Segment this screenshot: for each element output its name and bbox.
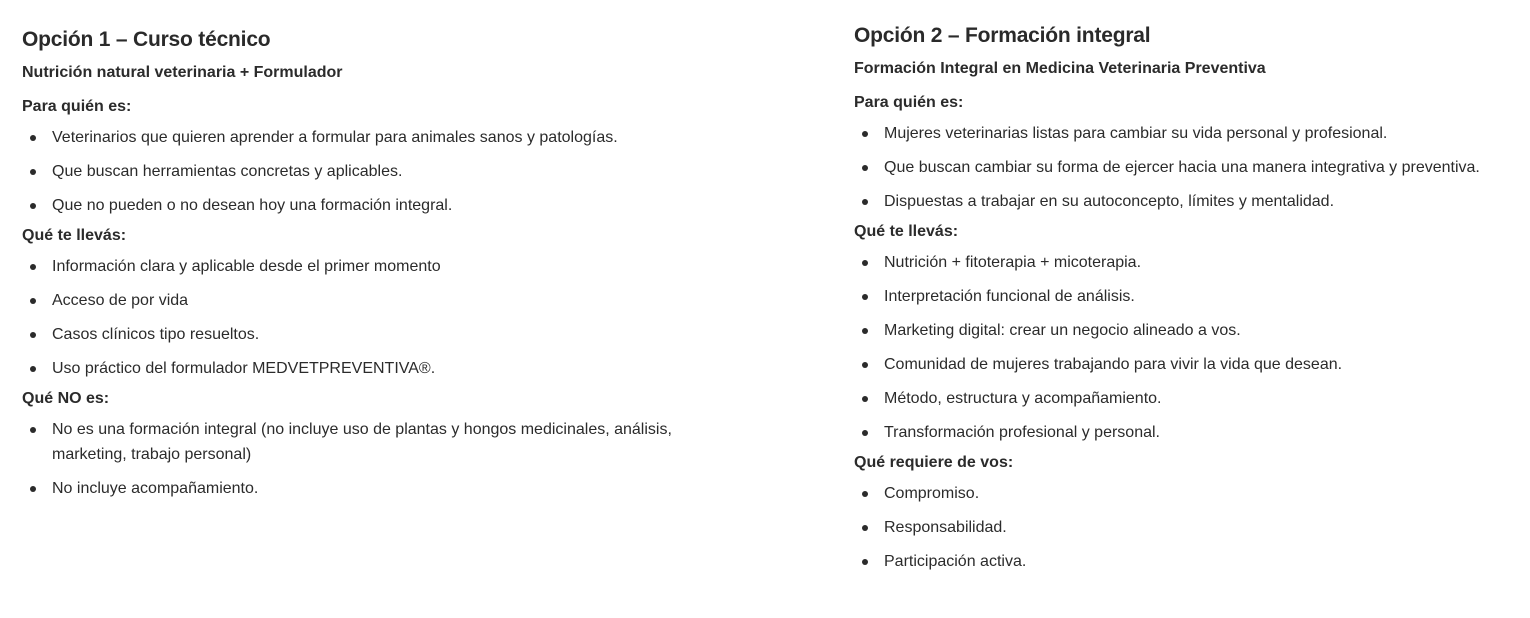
list-item bbox=[22, 322, 782, 347]
option-1-section-heading: Para quién es: bbox=[22, 98, 132, 115]
list-item bbox=[22, 356, 782, 381]
list-item-text: Mujeres veterinarias listas para cambiar su vida personal y profesional. bbox=[884, 125, 1388, 142]
list-item-text: Uso práctico del formulador MEDVETPREVENTIVA®. bbox=[52, 360, 436, 377]
list-item bbox=[854, 318, 1526, 343]
list-item-text: Dispuestas a trabajar en su autoconcepto, límites y mentalidad. bbox=[884, 193, 1335, 210]
bullet-icon bbox=[862, 362, 868, 368]
bullet-icon bbox=[862, 165, 868, 171]
list-item bbox=[22, 125, 782, 150]
option-2-list bbox=[854, 121, 1526, 214]
bullet-icon bbox=[30, 298, 36, 304]
bullet-icon bbox=[862, 260, 868, 266]
option-1-section-heading: Qué te llevás: bbox=[22, 227, 127, 244]
list-item-text: Transformación profesional y personal. bbox=[884, 424, 1160, 441]
list-item bbox=[22, 476, 782, 501]
list-item bbox=[854, 352, 1526, 377]
list-item bbox=[854, 121, 1526, 146]
list-item bbox=[22, 193, 782, 218]
list-item-text: Participación activa. bbox=[884, 553, 1027, 570]
option-2-list bbox=[854, 481, 1526, 574]
list-item-text: Compromiso. bbox=[884, 485, 980, 502]
bullet-icon bbox=[862, 199, 868, 205]
list-item bbox=[22, 417, 722, 467]
bullet-icon bbox=[30, 264, 36, 270]
list-item-text: Que no pueden o no desean hoy una formación integral. bbox=[52, 197, 453, 214]
list-item-text: Marketing digital: crear un negocio alineado a vos. bbox=[884, 322, 1241, 339]
bullet-icon bbox=[862, 430, 868, 436]
option-1-column bbox=[22, 0, 782, 501]
option-2-title: Opción 2 – Formación integral bbox=[854, 24, 1151, 47]
bullet-icon bbox=[862, 491, 868, 497]
list-item-text: No es una formación integral (no incluye uso de plantas y hongos medicinales, análisis, marketing, trabajo personal) bbox=[52, 421, 672, 463]
list-item-text: Información clara y aplicable desde el primer momento bbox=[52, 258, 441, 275]
bullet-icon bbox=[30, 169, 36, 175]
bullet-icon bbox=[30, 486, 36, 492]
list-item bbox=[22, 159, 782, 184]
bullet-icon bbox=[862, 328, 868, 334]
option-2-section-heading: Qué requiere de vos: bbox=[854, 454, 1014, 471]
option-2-subtitle: Formación Integral en Medicina Veterinaria Preventiva bbox=[854, 60, 1266, 77]
option-1-title: Opción 1 – Curso técnico bbox=[22, 28, 271, 51]
option-1-section-heading: Qué NO es: bbox=[22, 390, 110, 407]
bullet-icon bbox=[30, 332, 36, 338]
list-item-text: Método, estructura y acompañamiento. bbox=[884, 390, 1162, 407]
list-item-text: Acceso de por vida bbox=[52, 292, 189, 309]
list-item-text: No incluye acompañamiento. bbox=[52, 480, 259, 497]
list-item bbox=[854, 549, 1526, 574]
bullet-icon bbox=[862, 294, 868, 300]
option-1-list bbox=[22, 254, 782, 381]
bullet-icon bbox=[30, 366, 36, 372]
bullet-icon bbox=[30, 203, 36, 209]
list-item bbox=[854, 250, 1526, 275]
bullet-icon bbox=[862, 131, 868, 137]
list-item bbox=[854, 284, 1526, 309]
list-item bbox=[854, 189, 1526, 214]
option-2-section-heading: Qué te llevás: bbox=[854, 223, 959, 240]
option-1-list bbox=[22, 125, 782, 218]
bullet-icon bbox=[862, 559, 868, 565]
option-2-column bbox=[854, 0, 1526, 574]
option-2-list bbox=[854, 250, 1526, 445]
list-item bbox=[854, 420, 1526, 445]
list-item-text: Responsabilidad. bbox=[884, 519, 1007, 536]
list-item-text: Nutrición + fitoterapia + micoterapia. bbox=[884, 254, 1142, 271]
list-item-text: Comunidad de mujeres trabajando para vivir la vida que desean. bbox=[884, 356, 1343, 373]
list-item bbox=[22, 254, 782, 279]
list-item-text: Que buscan cambiar su forma de ejercer hacia una manera integrativa y preventiva. bbox=[884, 159, 1480, 176]
list-item bbox=[22, 288, 782, 313]
list-item-text: Que buscan herramientas concretas y aplicables. bbox=[52, 163, 403, 180]
bullet-icon bbox=[862, 396, 868, 402]
list-item-text: Veterinarios que quieren aprender a formular para animales sanos y patologías. bbox=[52, 129, 618, 146]
list-item bbox=[854, 155, 1526, 180]
list-item bbox=[854, 386, 1526, 411]
list-item bbox=[854, 515, 1526, 540]
option-2-section-heading: Para quién es: bbox=[854, 94, 964, 111]
bullet-icon bbox=[862, 525, 868, 531]
option-1-subtitle: Nutrición natural veterinaria + Formulador bbox=[22, 64, 343, 81]
list-item bbox=[854, 481, 1526, 506]
option-1-list bbox=[22, 417, 782, 501]
list-item-text: Casos clínicos tipo resueltos. bbox=[52, 326, 260, 343]
bullet-icon bbox=[30, 135, 36, 141]
bullet-icon bbox=[30, 427, 36, 433]
list-item-text: Interpretación funcional de análisis. bbox=[884, 288, 1135, 305]
